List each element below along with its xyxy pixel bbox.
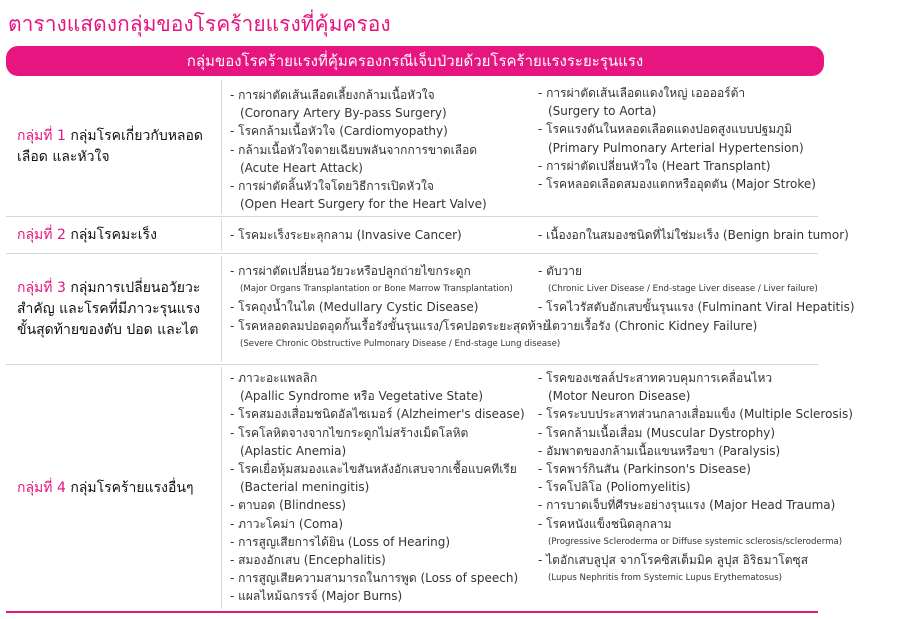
disease-item: - โรคเยื่อหุ้มสมองและไขสันหลังอักเสบจากเชื้อแบคทีเรีย <box>230 462 517 477</box>
group-title: กลุ่มโรคมะเร็ง <box>70 226 157 243</box>
disease-list-left <box>230 226 462 244</box>
disease-item: - โรคพาร์กินสัน (Parkinson's Disease) <box>538 462 751 477</box>
column-divider <box>221 80 222 214</box>
disease-item: - ไตอักเสบลูปุส จากโรคซิสเต็มมิค ลูปุส อิริธมาโตซุส <box>538 553 809 568</box>
group-label <box>6 365 216 611</box>
disease-item-english: (Acute Heart Attack) <box>240 160 363 175</box>
group-number: กลุ่มที่ 3 <box>17 279 66 296</box>
disease-item-english: (Motor Neuron Disease) <box>548 389 691 404</box>
disease-item: - โรคถุงน้ำในไต (Medullary Cystic Disease) <box>230 300 479 315</box>
disease-item: - อัมพาตของกล้ามเนื้อแขนหรือขา (Paralysis) <box>538 443 781 458</box>
disease-item-english: (Open Heart Surgery for the Heart Valve) <box>240 197 487 212</box>
disease-item-english: (Surgery to Aorta) <box>548 104 657 119</box>
disease-item-english: (Progressive Scleroderma or Diffuse systemic sclerosis/scleroderma) <box>548 536 843 547</box>
column-divider <box>221 256 222 362</box>
disease-item: - การสูญเสียความสามารถในการพูด (Loss of speech) <box>230 571 519 586</box>
disease-item: - โรคระบบประสาทส่วนกลางเสื่อมแข็ง (Multiple Sclerosis) <box>538 407 853 422</box>
group-label <box>6 217 216 253</box>
disease-item: - โรคกล้ามเนื้อเสื่อม (Muscular Dystrophy) <box>538 425 776 440</box>
disease-list-right <box>538 369 853 587</box>
disease-list-left <box>230 262 560 353</box>
disease-item: - โรคสมองเสื่อมชนิดอัลไซเมอร์ (Alzheimer's disease) <box>230 407 525 422</box>
disease-list-left <box>230 369 525 606</box>
disease-item: - เนื้องอกในสมองชนิดที่ไม่ใช่มะเร็ง (Benign brain tumor) <box>538 228 849 242</box>
disease-item: - ไตวายเรื้อรัง (Chronic Kidney Failure) <box>538 318 758 333</box>
disease-item: - สมองอักเสบ (Encephalitis) <box>230 553 386 568</box>
group-number: กลุ่มที่ 2 <box>17 226 66 243</box>
group-number: กลุ่มที่ 4 <box>17 479 66 496</box>
disease-item: - การผ่าตัดเปลี่ยนอวัยวะหรือปลูกถ่ายไขกระดูก <box>230 264 471 278</box>
disease-item: - โรคกล้ามเนื้อหัวใจ (Cardiomyopathy) <box>230 124 448 139</box>
column-divider <box>221 367 222 609</box>
group-number: กลุ่มที่ 1 <box>17 128 66 144</box>
group-title: กลุ่มการเปลี่ยนอวัยวะสำคัญ และโรคที่มีภาวะรุนแรงขั้นสุดท้ายของตับ ปอด และไต <box>17 279 201 338</box>
disease-item: - โรคโปลิโอ (Poliomyelitis) <box>538 480 691 495</box>
group-row-4 <box>6 365 853 613</box>
disease-item-english: (Apallic Syndrome หรือ Vegetative State) <box>240 389 483 404</box>
disease-item-english: (Major Organs Transplantation or Bone Marrow Transplantation) <box>240 284 513 295</box>
disease-item: - กล้ามเนื้อหัวใจตายเฉียบพลันจากการขาดเลือด <box>230 142 478 157</box>
page-title: ตารางแสดงกลุ่มของโรคร้ายแรงที่คุ้มครอง <box>8 12 391 36</box>
disease-item: - การบาดเจ็บที่ศีรษะอย่างรุนแรง (Major Head Trauma) <box>538 498 836 513</box>
disease-item: - ตับวาย <box>538 264 583 278</box>
disease-item: - โรคมะเร็งระยะลุกลาม (Invasive Cancer) <box>230 228 462 242</box>
disease-item: - การผ่าตัดลิ้นหัวใจโดยวิธีการเปิดหัวใจ <box>230 179 434 194</box>
group-row-1 <box>6 78 818 217</box>
disease-item: - การผ่าตัดเปลี่ยนหัวใจ (Heart Transplant) <box>538 158 771 173</box>
table-header-bar: กลุ่มของโรคร้ายแรงที่คุ้มครองกรณีเจ็บป่วยด้วยโรคร้ายแรงระยะรุนแรง <box>6 46 824 76</box>
disease-item-english: (Bacterial meningitis) <box>240 480 370 495</box>
group-row-3 <box>6 254 855 365</box>
disease-item-english: (Lupus Nephritis from Systemic Lupus Erythematosus) <box>548 573 783 584</box>
disease-item: - โรคโลหิตจางจากไขกระดูกไม่สร้างเม็ดโลหิต <box>230 425 469 440</box>
column-divider <box>221 219 222 251</box>
disease-item: - โรคแรงดันในหลอดเลือดแดงปอดสูงแบบปฐมภูมิ <box>538 122 793 137</box>
disease-item: - การสูญเสียการได้ยิน (Loss of Hearing) <box>230 534 451 549</box>
disease-item: - ภาวะโคม่า (Coma) <box>230 516 344 531</box>
disease-item: - การผ่าตัดเส้นเลือดเลี้ยงกล้ามเนื้อหัวใจ <box>230 88 435 102</box>
disease-list-right <box>538 226 849 244</box>
disease-item-english: (Aplastic Anemia) <box>240 443 347 458</box>
disease-list-right <box>538 84 816 193</box>
disease-list-right <box>538 262 855 335</box>
disease-item: - โรคไวรัสตับอักเสบขั้นรุนแรง (Fulminant Viral Hepatitis) <box>538 300 855 315</box>
disease-item-english: (Coronary Artery By-pass Surgery) <box>240 106 447 121</box>
disease-item: - ภาวะอะแพลลิก <box>230 371 318 385</box>
disease-item: - ตาบอด (Blindness) <box>230 498 347 513</box>
disease-item: - โรคหลอดลมปอดอุดกั้นเรื้อรังขั้นรุนแรง/โรคปอดระยะสุดท้าย <box>230 318 550 333</box>
disease-list-left <box>230 86 487 213</box>
group-label <box>6 78 216 216</box>
disease-item: - โรคของเซลล์ประสาทควบคุมการเคลื่อนไหว <box>538 371 773 385</box>
group-title: กลุ่มโรคร้ายแรงอื่นๆ <box>70 479 194 496</box>
disease-item-english: (Chronic Liver Disease / End-stage Liver disease / Liver failure) <box>548 284 818 295</box>
disease-item: - โรคหลอดเลือดสมองแตกหรืออุดตัน (Major Stroke) <box>538 177 816 192</box>
group-label <box>6 254 216 364</box>
disease-item-english: (Severe Chronic Obstructive Pulmonary Disease / End-stage Lung disease) <box>240 338 561 349</box>
disease-item: - แผลไหม้ฉกรรจ์ (Major Burns) <box>230 589 403 604</box>
disease-item: - โรคหนังแข็งชนิดลุกลาม <box>538 516 672 531</box>
group-row-2 <box>6 217 849 254</box>
disease-item-english: (Primary Pulmonary Arterial Hypertension) <box>548 140 804 155</box>
group-title: กลุ่มโรคเกี่ยวกับหลอดเลือด และหัวใจ <box>17 128 204 165</box>
disease-item: - การผ่าตัดเส้นเลือดแดงใหญ่ เออออร์ต้า <box>538 86 746 100</box>
